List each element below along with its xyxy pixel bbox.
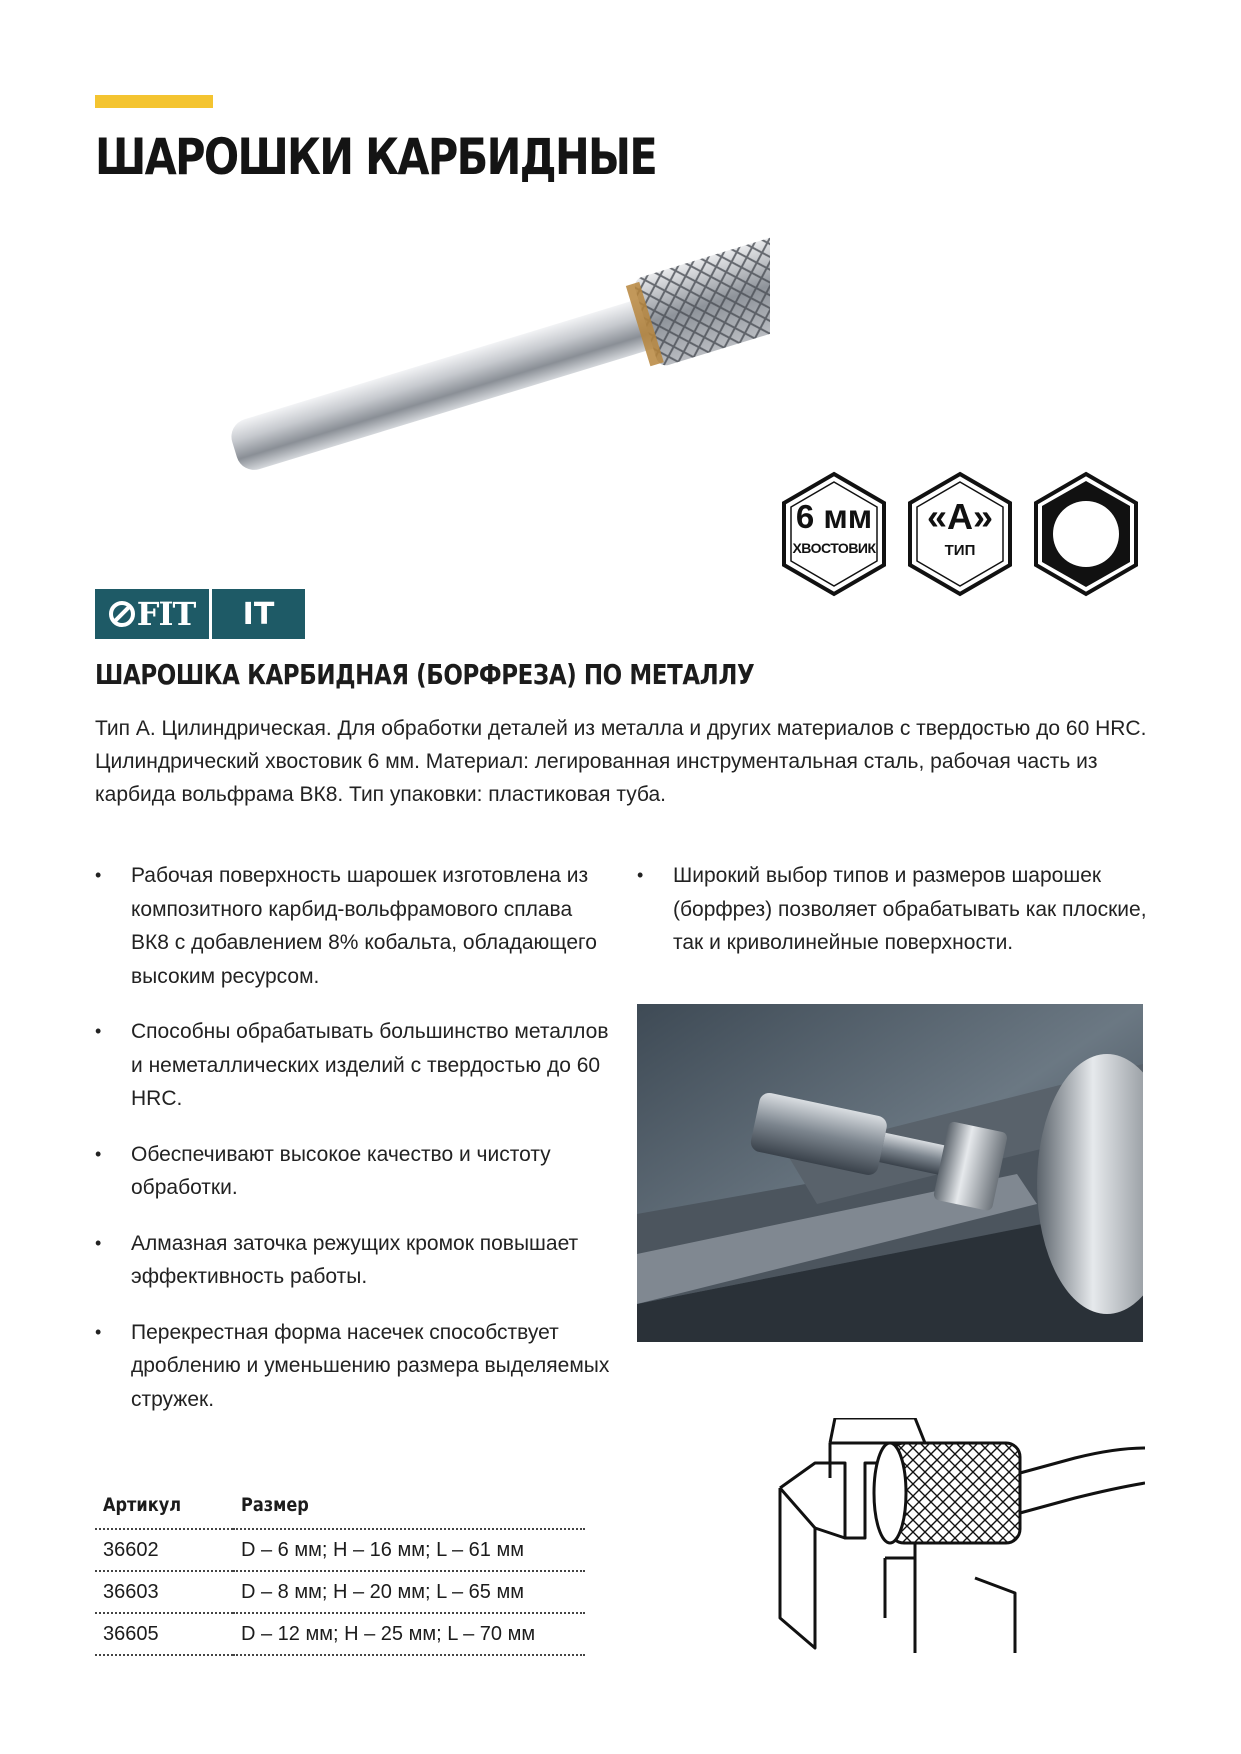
burr-machining-drawing	[775, 1418, 1145, 1653]
table-row	[95, 1529, 585, 1571]
cell-size: D – 8 мм; H – 20 мм; L – 65 мм	[233, 1571, 585, 1613]
table-row	[95, 1613, 585, 1655]
carbide-burr-photo	[230, 230, 770, 490]
column-header-size: Размер	[233, 1490, 585, 1529]
list-item: • Алмазная заточка режущих кромок повышает эффективность работы.	[95, 1227, 615, 1294]
list-item: • Рабочая поверхность шарошек изготовлена из композитного карбид-вольфрамового сплава ВК8 с добавлением 8% кобальта, обладающего высоким ресурсом.	[95, 859, 615, 993]
hexagon-ring-icon	[1030, 470, 1142, 598]
burr-in-use-photo	[637, 1004, 1143, 1342]
feature-badges	[778, 470, 1148, 598]
cell-size: D – 12 мм; H – 25 мм; L – 70 мм	[233, 1613, 585, 1655]
badge-shank-value: 6 мм	[795, 498, 873, 535]
feature-list-left	[95, 859, 615, 1438]
feature-list-right	[637, 859, 1157, 982]
brand-fit-text: FIT	[136, 595, 196, 633]
table-row	[95, 1571, 585, 1613]
cell-size: D – 6 мм; H – 16 мм; L – 61 мм	[233, 1529, 585, 1571]
badge-type-value: «A»	[926, 496, 994, 537]
list-item: • Перекрестная форма насечек способствует дроблению и уменьшению размера выделяемых стружек.	[95, 1316, 615, 1417]
title-accent-bar	[95, 95, 213, 108]
list-item: • Широкий выбор типов и размеров шарошек (борфрез) позволяет обрабатывать как плоские, так и криволинейные поверхности.	[637, 859, 1157, 960]
brand-logo-it: IT	[212, 589, 305, 639]
list-item: • Способны обрабатывать большинство металлов и неметаллических изделий с твердостью до 60 HRC.	[95, 1015, 615, 1116]
page-title: ШАРОШКИ КАРБИДНЫЕ	[95, 128, 657, 186]
fit-logo-icon	[109, 601, 135, 627]
spec-table	[95, 1490, 585, 1656]
cell-sku: 36605	[95, 1613, 233, 1655]
badge-shank-label: ХВОСТОВИК	[792, 540, 876, 556]
table-header-row	[95, 1490, 585, 1529]
brand-logo-fit	[95, 589, 209, 639]
cell-sku: 36602	[95, 1529, 233, 1571]
badge-type-label: ТИП	[944, 542, 976, 559]
product-heading: ШАРОШКА КАРБИДНАЯ (БОРФРЕЗА) ПО МЕТАЛЛУ	[95, 658, 755, 691]
column-header-sku: Артикул	[95, 1490, 233, 1529]
cell-sku: 36603	[95, 1571, 233, 1613]
list-item: • Обеспечивают высокое качество и чистоту обработки.	[95, 1138, 615, 1205]
product-description: Тип А. Цилиндрическая. Для обработки деталей из металла и других материалов с твердостью до 60 HRC. Цилиндрический хвостовик 6 мм. Материал: легированная инструментальная сталь, рабочая часть из карбида вольфрама ВК8. Тип упаковки: пластиковая туба.	[95, 717, 1147, 806]
